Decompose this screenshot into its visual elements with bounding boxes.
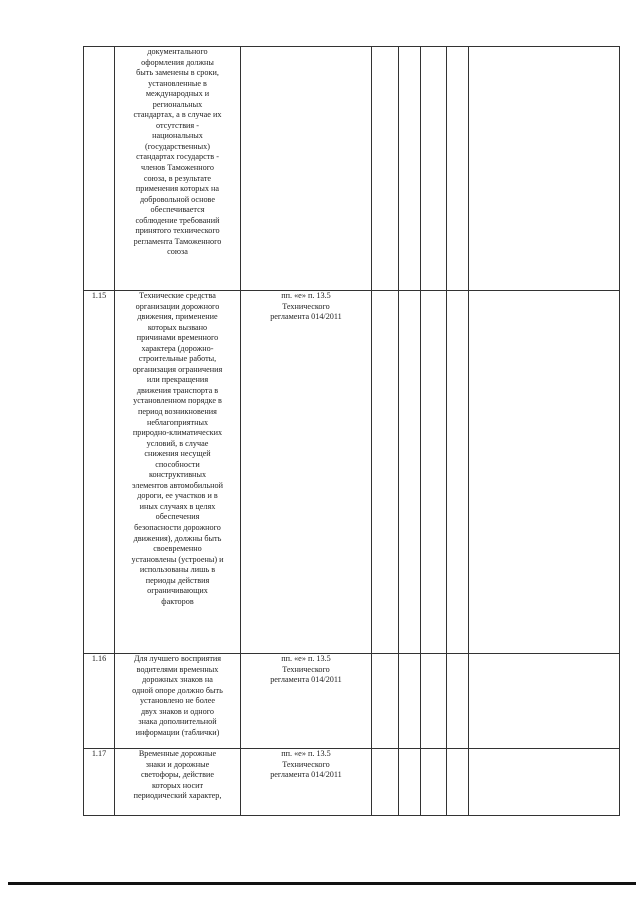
empty-cell	[421, 749, 447, 816]
table-row	[84, 654, 620, 749]
empty-cell	[372, 654, 399, 749]
empty-cell	[447, 749, 469, 816]
empty-cell	[399, 654, 421, 749]
empty-cell	[469, 749, 620, 816]
empty-cell	[469, 654, 620, 749]
regulation-reference: пп. «е» п. 13.5 Технического регламента 014/2011	[241, 291, 372, 654]
requirement-text: Технические средства организации дорожного движения, применение которых вызвано причинами временного характера (дорожно- строительные работы, организация ограничения или прекращения движения транспорта в установленном порядке в период возникновения неблагоприятных природно-климатических условий, в случае снижения несущей способности конструктивных элементов автомобильной дороги, ее участков и в иных случаях в целях обеспечения безопасности дорожного движения), должны быть своевременно установлены (устроены) и использованы лишь в периоды действия ограничивающих факторов	[115, 291, 241, 654]
empty-cell	[399, 291, 421, 654]
row-number: 1.15	[84, 291, 115, 654]
empty-cell	[447, 291, 469, 654]
empty-cell	[421, 291, 447, 654]
requirement-text: документального оформления должны быть заменены в сроки, установленные в международных и региональных стандартах, а в случае их отсутствия - национальных (государственных) стандартах государств - членов Таможенного союза, в результате применения которых на добровольной основе обеспечивается соблюдение требований принятого технического регламента Таможенного союза	[115, 47, 241, 291]
row-number: 1.16	[84, 654, 115, 749]
regulation-reference	[241, 47, 372, 291]
empty-cell	[447, 47, 469, 291]
empty-cell	[399, 47, 421, 291]
empty-cell	[469, 47, 620, 291]
row-number	[84, 47, 115, 291]
table-row	[84, 291, 620, 654]
empty-cell	[447, 654, 469, 749]
row-number: 1.17	[84, 749, 115, 816]
table-row	[84, 47, 620, 291]
table-row	[84, 749, 620, 816]
requirements-table	[83, 46, 620, 816]
empty-cell	[421, 654, 447, 749]
regulation-reference: пп. «е» п. 13.5 Технического регламента 014/2011	[241, 749, 372, 816]
requirement-text: Для лучшего восприятия водителями временных дорожных знаков на одной опоре должно быть установлено не более двух знаков и одного знака дополнительной информации (таблички)	[115, 654, 241, 749]
empty-cell	[372, 47, 399, 291]
requirement-text: Временные дорожные знаки и дорожные светофоры, действие которых носит периодический характер,	[115, 749, 241, 816]
regulation-reference: пп. «е» п. 13.5 Технического регламента 014/2011	[241, 654, 372, 749]
page-bottom-rule	[8, 882, 636, 885]
empty-cell	[469, 291, 620, 654]
empty-cell	[372, 291, 399, 654]
empty-cell	[421, 47, 447, 291]
empty-cell	[372, 749, 399, 816]
empty-cell	[399, 749, 421, 816]
